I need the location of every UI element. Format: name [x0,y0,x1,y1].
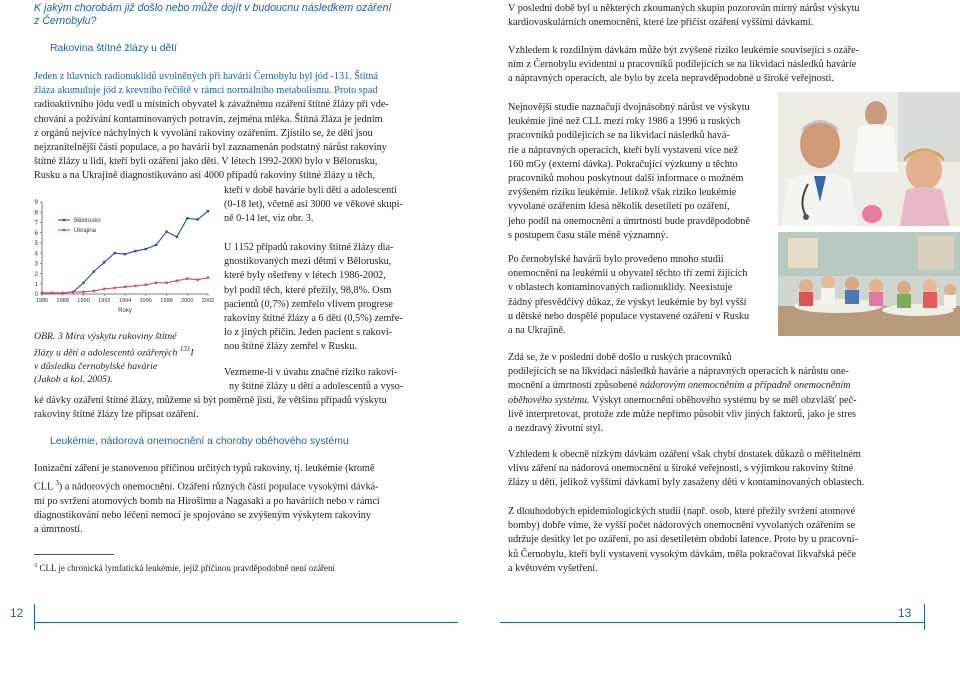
data-point [93,290,95,292]
text-line: (0-18 let), včetně asi 3000 ve věkové skupi- [224,199,403,211]
text-line: rakoviny štítné žlázy a 6 dětí (0,5%) zemře- [224,313,403,325]
text-line: Po černobylské havárii bylo provedeno mnoho studií [508,254,724,265]
data-point [165,230,167,232]
paragraph-leukemia-risk [508,44,938,87]
x-axis-label: Roky [118,308,132,314]
page-number-left: 12 [10,606,24,620]
text-line: zvýšeném riziku leukémie. Jelikož však riziko leukémie [508,187,737,199]
text-line: pracovníků mohou poskytnout další informace o možném [508,173,744,185]
text-line: Vezmeme-li v úvahu značné riziko rakovi- [224,367,398,378]
text-line: které byly ošetřeny v létech 1986-2002, [224,270,386,282]
text-line: vyvolané ozářením klesá několik desetiletí po ozáření, [508,201,730,213]
text-line: lo z jiných příčin. Jeden pacient s rakovi- [224,327,393,339]
x-tick-label: 2002 [201,298,214,304]
photo-children-illustration [778,232,960,336]
y-tick-label: 6 [34,230,38,237]
text-line: podílejících se na likvidaci následků havárie a nápravných operacích k nárůstu one- [508,366,849,378]
question-heading [34,2,454,28]
text-line: u dětské nebo dospělé populace vystavené ozáření v Rusku [508,310,750,322]
text-line: Rusku a na Ukrajině diagnostikováno asi 4000 případů rakoviny štítné žlázy u těch, [34,170,375,182]
text-line: mi po svržení atomových bomb na Hirošimu a Nagasaki a po haváriích nebo v rámci [34,495,380,507]
photo-children-kindergarten [778,232,960,336]
question-line: K jakým chorobám již došlo nebo může dojít v budoucnu následkem ozáření [34,2,392,14]
data-point [186,277,188,279]
footer-line-right [500,622,924,623]
data-point [134,250,136,252]
paragraph-thyroid-wrap [224,184,464,227]
text-line: ním z Černobylu evidentní u pracovníků podílejících se na likvidaci následků havárie [508,59,857,71]
text-line: a květovém vyšetření. [508,562,598,574]
data-point [165,282,167,284]
caption-line: OBR. 3 Míra výskytu rakoviny štítné [34,331,177,342]
text-line: Zdá se, že v poslední době došlo u ruských pracovníků [508,352,732,363]
text-line: Vzhledem k rozdílným dávkám může být zvýšené riziko leukémie související s ozáře- [508,45,860,56]
text-line: livě interpretovat, protože zde může nepřímo působit vliv jiných faktorů, jako je stres [508,408,856,420]
text-line: Jeden z hlavních radionuklidů uvolněných při havárii Černobylu byl jód -131. Štítná [34,71,379,82]
data-point [155,244,157,246]
text-line: leukémie jiné než CLL mezi roky 1986 a 1996 u ruských [508,116,741,128]
paragraph-attribution-wrap [224,366,464,394]
text-line: rie a nápravných operacích, kteří byli vystaveni více než [508,144,738,156]
text-line: mocnění a úmrtnosti způsobené nádorovým onemocněním a případně onemocněním [508,380,851,392]
text-line: ké dávky ozáření štítné žlázy, můžeme si být poměrně jisti, že většinu případů výskytu [34,395,387,406]
caption-line: (Jakob a kol. 2005). [34,373,113,385]
text-line: a nezdravý životní styl. [508,423,604,435]
data-point [196,278,198,280]
data-point [134,285,136,287]
legend-marker [63,219,65,221]
paragraph-thyroid-intro [34,70,464,184]
text-line: gnostikovaných mezi dětmi v Bělorusku, [224,256,392,268]
text-line: a nápravných operacích, ale bylo by zcela nepravděpodobné u široké veřejnosti. [508,73,834,85]
data-point [196,218,198,220]
text-line: rakoviny štítné žlázy lze připsat ozáření. [34,409,199,421]
text-line: v oblastech kontaminovaných radionuklidy. Neexistuje [508,282,733,294]
y-tick-label: 5 [34,241,38,248]
data-point [82,291,84,293]
text-line: byl podíl těch, které přežily, 98,8%. Osm [224,284,392,296]
x-tick-label: 1998 [160,298,173,304]
data-point [176,236,178,238]
y-tick-label: 3 [34,261,38,268]
text-line: udržuje desítky let po ozáření, po asi desetiletém období latence. Proto by u pracovní- [508,534,858,546]
footer-tick-left [34,604,35,630]
data-point [145,248,147,250]
data-point [82,282,84,284]
y-tick-label: 8 [34,210,38,217]
text-line: ků Černobylu, kteří byli vystaveni vysokým dávkám, měla pokračovat likvařská péče [508,548,856,560]
question-line: z Černobylu? [34,15,97,27]
text-line: oběhového systému. Výskyt onemocnění oběhového systému by se měl obzvlášť peč- [508,394,857,406]
page-number-right: 13 [898,606,912,620]
x-tick-label: 1990 [77,298,90,304]
text-line: chování a požívání kontaminovaných potravin, zejména mléka. Štítná žláza je jedním [34,113,383,125]
data-point [113,252,115,254]
text-line: vlivu záření na nádorová onemocnění u široké veřejnosti, s výjimkou rakoviny štítné [508,463,854,475]
text-line: ně 0-14 let, viz obr. 3. [224,213,314,225]
text-line: z orgánů nejvíce náchylných k vyvolání rakoviny ozářením. Zjistilo se, že děti jsou [34,127,373,139]
text-line: U 1152 případů rakoviny štítné žlázy dia- [224,242,394,253]
text-line: nejzranitelnější částí populace, a po havárii byl zaznamenán podstatný nárůst rakoviny [34,142,387,154]
text-line: Nejnovější studie naznačují dvojnásobný nárůst ve výskytu [508,102,750,113]
text-line: a úmrtností. [34,524,83,536]
data-point [113,287,115,289]
text-line: Ionizační záření je stanovenou příčinou určitých typů rakoviny, tj. leukémie (kromě [34,463,375,474]
text-line: onemocnění na leukémii u obyvatel těchto tří zemí žijících [508,268,748,280]
text-line: nou štítné žlázy zemřel v Rusku. [224,341,357,353]
text-line: a na Ukrajině. [508,325,566,337]
data-point [176,280,178,282]
data-point [207,276,209,278]
text-line: jeho podíl na onemocnění a úmrtnosti bude pravděpodobně [508,215,750,227]
text-line: pracovníků podílejících se na likvidaci následků havá- [508,130,730,142]
text-line: pacientů (0,7%) zemřelo vlivem progrese [224,298,393,310]
text-line: Z dlouhodobých epidemiologických studií (např. osob, které přežily svržení atomové [508,506,856,517]
section-title-leukemia: Leukémie, nádorová onemocnění a choroby oběhového systému [50,436,349,447]
legend-label: Bělorusko [74,218,101,224]
paragraph-population-studies [508,253,778,338]
text-line: štítné žlázy u lidí, kteří byli ozářeni jako děti. V létech 1992-2000 bylo v Bělorusku, [34,156,378,168]
paragraph-low-doses [508,448,938,491]
text-line: Vzhledem k obecně nízkým dávkám ozáření však chybí dostatek důkazů o měřitelném [508,449,861,460]
footnote-rule [34,554,114,555]
data-point [103,288,105,290]
x-tick-label: 1992 [98,298,111,304]
footnote: $^3$ CLL je chronická lymfatická leukémie, jejíž příčinou pravděpodobně není ozáření [34,562,336,573]
data-point [124,286,126,288]
data-point [145,284,147,286]
data-point [186,217,188,219]
data-point [207,210,209,212]
figure-caption [34,330,214,386]
text-line: žlázy u dětí, jelikož vyššími dávkami byly zasaženy děti v kontaminovaných oblastech. [508,477,865,489]
legend-marker [63,229,65,231]
paragraph-cardiovascular [508,2,938,30]
y-tick-label: 1 [34,281,38,288]
text-line: kardiovaskulárních onemocnění, které lze přičíst ozáření vyššími dávkami. [508,17,814,29]
photo-doctor-illustration [778,92,960,226]
text-line: kteří v době havárie byli děti a adolescenti [224,185,397,196]
series-line [42,211,208,293]
paragraph-ionizing-radiation [34,462,464,537]
legend-label: Ukrajina [74,228,97,234]
x-tick-label: 1996 [139,298,152,304]
y-tick-label: 2 [34,271,38,278]
x-tick-label: 1988 [56,298,69,304]
paragraph-workers-mortality [508,351,938,436]
data-point [155,282,157,284]
paragraph-epidemiology [508,505,938,576]
x-tick-label: 1994 [118,298,132,304]
x-tick-label: 2000 [181,298,194,304]
paragraph-belarus-survival [224,241,464,355]
text-line: V poslední době byl u některých zkoumaných skupin pozorován mírný nárůst výskytu [508,3,860,14]
data-point [124,253,126,255]
data-point [62,292,64,294]
text-line: 160 mGy (externí dávka). Pokračující výzkumy u těchto [508,158,738,170]
text-line: s postupem času stále méně významný. [508,229,669,241]
text-line: bomby) dobře víme, že vyšší počet nádorových onemocnění vyvolaných ozářením se [508,520,856,532]
data-point [103,261,105,263]
text-line: radioaktivního jódu vedl u místních obyvatel k závažnému ozáření štítné žlázy při vde- [34,99,389,111]
x-tick-label: 1986 [35,298,49,304]
y-tick-label: 4 [34,251,38,258]
text-line: ny štítné žlázy u dětí a adolescentů a vyso- [229,381,404,393]
y-tick-label: 7 [34,220,38,227]
caption-line: žlázy u dětí a adolescentů ozářených $^{131}$I [34,345,194,359]
data-point [72,291,74,293]
y-tick-label: 9 [34,200,38,207]
data-point [51,292,53,294]
series-line [42,278,208,293]
text-line: žádný přesvědčivý důkaz, že výskyt leukémie by byl vyšší [508,296,747,308]
y-tick-label: 0 [34,292,38,299]
photo-doctor-with-child [778,92,960,226]
caption-line: v důsledku černobylské havárie [34,360,158,372]
text-line: CLL $^3$) a nádorových onemocnění. Ozáření různých částí populace vysokými dávká- [34,479,379,493]
footer-line-left [34,622,458,623]
text-line: diagnostikování nebo léčení nemocí je spojováno se zvýšeným výskytem rakoviny [34,510,371,521]
thyroid-cancer-chart [28,194,214,318]
paragraph-recent-studies [508,101,778,243]
footer-tick-right [924,604,925,630]
section-title-thyroid: Rakovina štítné žlázy u dětí [50,43,178,54]
text-line: žláza akumuluje jód z krevního řečiště v rámci normálního metabolismu. Proto spad [34,85,378,97]
paragraph-attribution [34,394,464,422]
data-point [41,292,43,294]
data-point [93,270,95,272]
